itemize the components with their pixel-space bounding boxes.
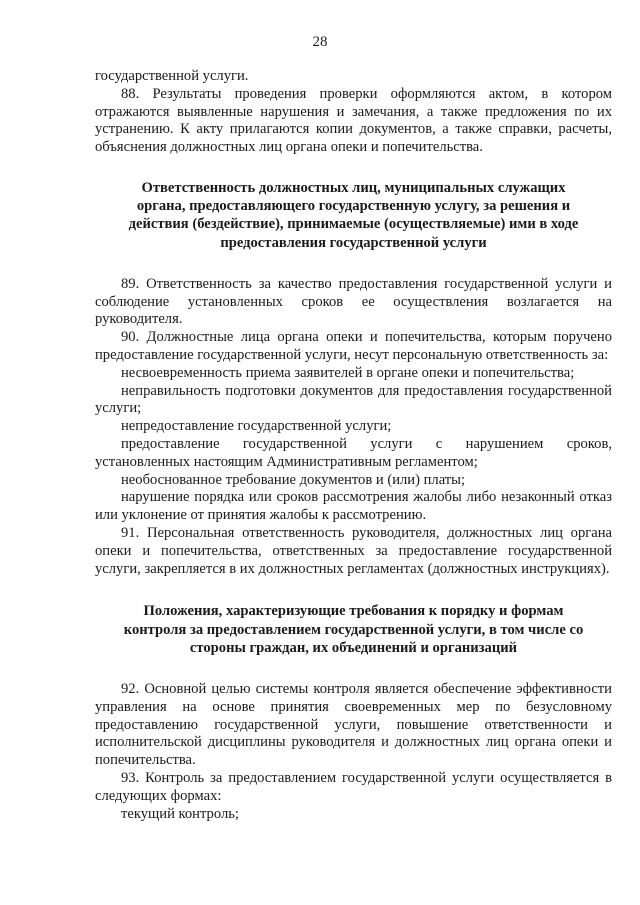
section-heading-responsibility: Ответственность должностных лиц, муниципальных служащих органа, предоставляющего государственную услугу, за решения и действия (бездействие), принимаемые (осуществляемые) ими в ходе предоставления государственной услуги bbox=[128, 179, 579, 251]
paragraph-90: 90. Должностные лица органа опеки и попечительства, которым поручено предоставление государственной услуги, несут персональную ответственность за: bbox=[95, 329, 612, 363]
paragraph-93: 93. Контроль за предоставлением государственной услуги осуществляется в следующих формах: bbox=[95, 769, 612, 804]
paragraph-91: 91. Персональная ответственность руководителя, должностных лиц органа опеки и попечительства, ответственных за предоставление государственной услуги, закрепляется в их должностных регламентах (должностных инструкциях). bbox=[95, 524, 612, 577]
list-item: предоставление государственной услуги с нарушением сроков, установленных настоящим Административным регламентом; bbox=[95, 435, 612, 470]
list-item: необоснованное требование документов и (или) платы; bbox=[121, 471, 466, 488]
paragraph-92: 92. Основной целью системы контроля является обеспечение эффективности управления на основе принятия своевременных мер по безусловному предоставлению государственной услуги, повышение ответственности и исполнительской дисциплины руководителя и должностных лиц органа опеки и попечительства. bbox=[95, 680, 612, 769]
paragraph-88: 88. Результаты проведения проверки оформляются актом, в котором отражаются выявленные нарушения и замечания, а также предложения по их устранению. К акту прилагаются копии документов, а также справки, расчеты, объяснения должностных лиц органа опеки и попечительства. bbox=[95, 85, 612, 156]
list-item: непредоставление государственной услуги; bbox=[121, 418, 392, 435]
list-item: текущий контроль; bbox=[121, 805, 239, 822]
page-number: 28 bbox=[312, 34, 328, 50]
list-item: нарушение порядка или сроков рассмотрения жалобы либо незаконный отказ или уклонение от принятия жалобы к рассмотрению. bbox=[95, 489, 612, 524]
document-body bbox=[95, 68, 612, 823]
paragraph-continuation: государственной услуги. bbox=[95, 68, 249, 84]
list-item: неправильность подготовки документов для предоставления государственной услуги; bbox=[95, 382, 612, 417]
list-item: несвоевременность приема заявителей в органе опеки и попечительства; bbox=[121, 364, 575, 381]
section-heading-control: Положения, характеризующие требования к порядку и формам контроля за предоставлением государственной услуги, в том числе со стороны граждан, их объединений и организаций bbox=[123, 603, 584, 656]
paragraph-89: 89. Ответственность за качество предоставления государственной услуги и соблюдение установленных сроков ее осуществления возлагается на руководителя. bbox=[95, 275, 612, 328]
